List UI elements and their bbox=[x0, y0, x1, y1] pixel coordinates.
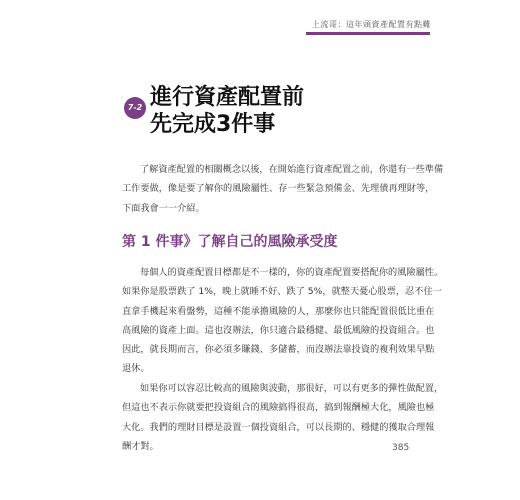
body-line: 如果你可以容忍比較高的風險與波動，那很好，可以有更多的彈性做配置， bbox=[140, 383, 444, 394]
body-line: 但這也不表示你就要把投資組合的風險搞得很高，搞到報酬極大化，風險也極 bbox=[122, 402, 435, 414]
body-paragraph-2 bbox=[122, 379, 444, 456]
chapter-title-line-1: 進行資產配置前 bbox=[150, 85, 305, 110]
body-line: 大化。我們的理財目標是設置一個投資組合，可以長期的、穩健的獲取合理報 bbox=[122, 421, 435, 433]
chapter-number-badge: 7-2 bbox=[124, 97, 146, 119]
body-line: 如果你是股票跌了 1%，晚上就睡不好、跌了 5%，就整天憂心股票，忍不住一 bbox=[122, 286, 442, 298]
chapter-title-line-2: 先完成3件事 bbox=[150, 112, 276, 137]
body-line: 退休。 bbox=[122, 363, 150, 375]
running-header: 上流哥：這年頭資產配置有點難 bbox=[312, 20, 431, 29]
body-line: 酬才對。 bbox=[122, 440, 159, 452]
chapter-title bbox=[150, 84, 304, 138]
body-line: 因此，就長期而言，你必須多賺錢、多儲蓄，而沒辦法靠投資的複利效果早點 bbox=[122, 344, 435, 356]
body-line: 直拿手機起來看盤勢，這種不能承擔風險的人，那麼你也只能配置很低比重在 bbox=[122, 305, 435, 317]
intro-paragraph bbox=[122, 160, 444, 218]
body-paragraph-1 bbox=[122, 263, 444, 379]
intro-line: 下面我會一一介紹。 bbox=[122, 202, 205, 214]
body-line: 每個人的資產配置目標都是不一樣的，你的資產配置要搭配你的風險屬性。 bbox=[140, 267, 444, 278]
header-accent-line bbox=[306, 32, 430, 35]
intro-line: 了解資產配置的相關概念以後，在開始進行資產配置之前，你還有一些準備 bbox=[140, 164, 444, 175]
page-number: 385 bbox=[392, 443, 410, 453]
intro-line: 工作要做，像是要了解你的風險屬性、存一些緊急預備金、先理債再理財等， bbox=[122, 183, 435, 195]
body-line: 高風險的資產上面。這也沒辦法，你只適合最穩健、最低風險的投資組合。也 bbox=[122, 324, 435, 336]
section-heading: 第 1 件事》了解自己的風險承受度 bbox=[122, 234, 338, 250]
